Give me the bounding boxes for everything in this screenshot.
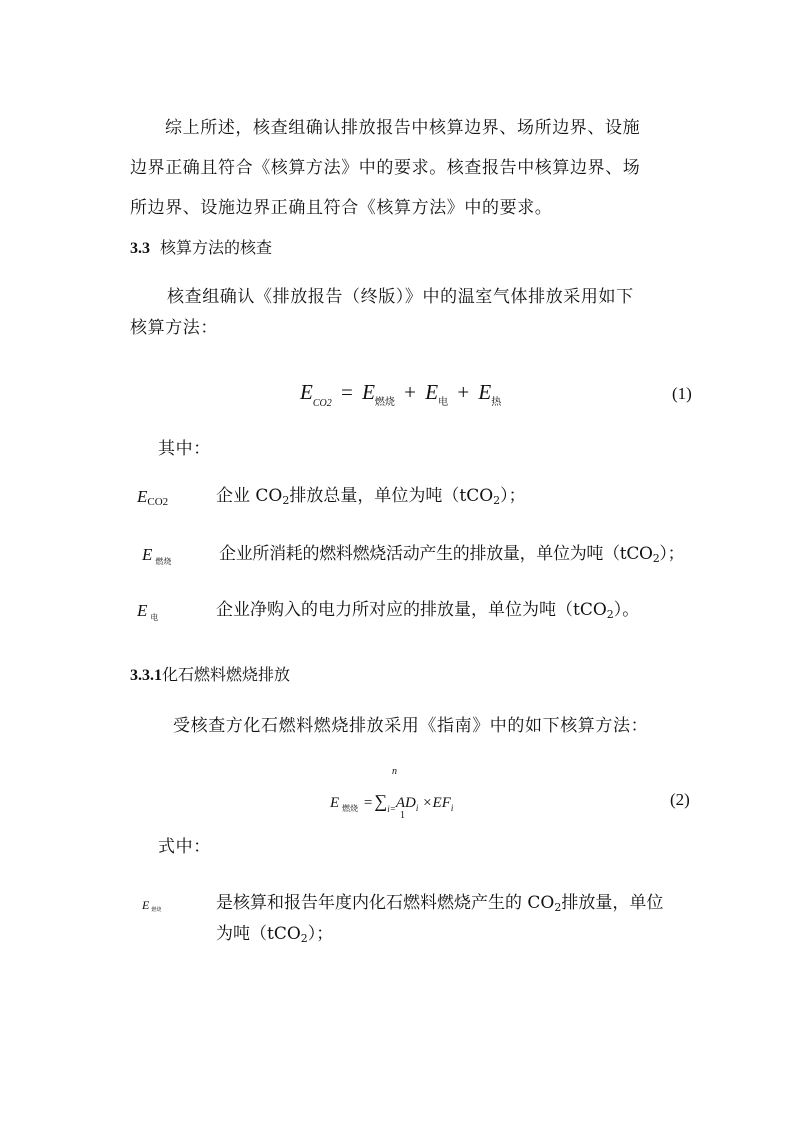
- formula-2-sum: ∑: [374, 791, 388, 811]
- def-2-symbol-e: E: [142, 545, 153, 564]
- section-3-3-1-heading: [130, 665, 290, 686]
- formula-2-lower-var: i=: [387, 804, 396, 814]
- formula-2-number: (2): [670, 790, 690, 809]
- formula-1-term3-sub: 热: [491, 397, 502, 408]
- def-3-symbol: [137, 601, 158, 621]
- def-1-symbol-sub: CO2: [147, 496, 169, 508]
- formula-2-lhs-sub: 燃烧: [342, 804, 359, 813]
- def2-1-line-2: [216, 924, 333, 944]
- where-label-2: 式中：: [158, 837, 211, 857]
- intro-line-1: 核查组确认《排放报告（终版）》中的温室气体排放采用如下: [167, 287, 634, 307]
- def-3-text-a: 企业净购入的电力所对应的排放量，单位为吨（tCO: [216, 600, 607, 620]
- formula-1-lhs: E: [300, 380, 313, 404]
- formula-1-plus-1: +: [404, 380, 416, 404]
- formula-2-upper: [392, 766, 397, 777]
- section-3-3-title: 核算方法的核查: [160, 238, 273, 257]
- def2-1-line-1-sub: 2: [554, 901, 562, 914]
- section-3-3-heading: [130, 238, 272, 259]
- formula-2-upper-n: n: [392, 766, 397, 777]
- def2-1-line-2-a: 为吨（tCO: [216, 924, 301, 944]
- formula-1-term2: E: [425, 380, 439, 404]
- def-1-text-sub: 2: [282, 494, 290, 507]
- formula-1-term1-sub: 燃烧: [374, 397, 395, 408]
- def-2-symbol: [142, 545, 171, 565]
- summary-line-3: 所边界、设施边界正确且符合《核算方法》中的要求。: [130, 198, 553, 218]
- where-label-1: 其中：: [158, 439, 211, 459]
- formula-1-term3: E: [478, 380, 492, 404]
- formula-2-ef: EF: [432, 795, 451, 811]
- formula-2: [330, 791, 453, 812]
- def2-1-symbol-sub: 燃烧: [151, 907, 162, 913]
- def-1-text-sub2: 2: [493, 494, 501, 507]
- formula-2-ad: AD: [395, 795, 416, 811]
- section-3-3-number: 3.3: [130, 240, 150, 257]
- def2-1-line-1: [216, 893, 663, 913]
- formula-1-number: (1): [672, 384, 692, 403]
- def2-1-line-2-b: ）；: [307, 924, 334, 944]
- formula-1-term2-sub: 电: [438, 397, 449, 408]
- def2-1-symbol-e: E: [142, 898, 150, 912]
- formula-1-equals: =: [340, 380, 353, 404]
- formula-1-term1: E: [362, 380, 375, 404]
- def2-1-line-1-a: 是核算和报告年度内化石燃料燃烧产生的 CO: [216, 893, 555, 913]
- def-1-text-a: 企业 CO: [216, 486, 283, 506]
- formula-2-lhs: E: [330, 795, 340, 811]
- def-3-text-sub: 2: [606, 608, 614, 621]
- formula-1: [300, 380, 502, 409]
- def-1-symbol: [137, 487, 168, 507]
- def-1-symbol-e: E: [137, 487, 148, 506]
- formula-1-plus-2: +: [457, 380, 470, 404]
- def-1-text: [216, 486, 526, 506]
- def-2-symbol-sub: 燃烧: [155, 557, 172, 566]
- formula-2-times: ×: [423, 795, 432, 811]
- def-3-symbol-e: E: [137, 601, 148, 620]
- def-2-text-c: ）；: [659, 544, 685, 564]
- def-3-text-c: ）。: [613, 600, 640, 620]
- summary-line-1: 综上所述，核查组确认排放报告中核算边界、场所边界、设施: [165, 118, 641, 138]
- formula-2-ef-sub: i: [450, 803, 454, 813]
- formula-2-equals: =: [363, 795, 373, 811]
- def-1-text-c: ）；: [500, 486, 526, 506]
- section-3-3-1-number: 3.3.1: [130, 667, 162, 684]
- def-2-text-a: 企业所消耗的燃料燃烧活动产生的排放量，单位为吨（tCO: [219, 544, 653, 564]
- def-1-text-b: 排放总量，单位为吨（tCO: [289, 486, 494, 506]
- def2-1-symbol: [142, 898, 161, 913]
- def-2-text-sub: 2: [652, 552, 660, 565]
- section-3-3-1-title: 化石燃料燃烧排放: [162, 665, 291, 684]
- formula-1-lhs-sub: CO2: [312, 398, 332, 409]
- summary-line-2: 边界正确且符合《核算方法》中的要求。核查报告中核算边界、场: [130, 158, 641, 178]
- def2-1-line-2-sub: 2: [300, 932, 308, 945]
- def-2-text: [219, 544, 684, 564]
- intro2-line: 受核查方化石燃料燃烧排放采用《指南》中的如下核算方法：: [173, 716, 649, 736]
- def2-1-line-1-b: 排放量，单位: [561, 893, 664, 913]
- formula-2-lower: [400, 810, 405, 821]
- def-3-text: [216, 600, 639, 620]
- formula-2-lower-val: 1: [400, 810, 405, 821]
- def-3-symbol-sub: 电: [150, 613, 159, 622]
- intro-line-2: 核算方法：: [130, 318, 218, 338]
- formula-2-ad-sub: i: [415, 803, 419, 813]
